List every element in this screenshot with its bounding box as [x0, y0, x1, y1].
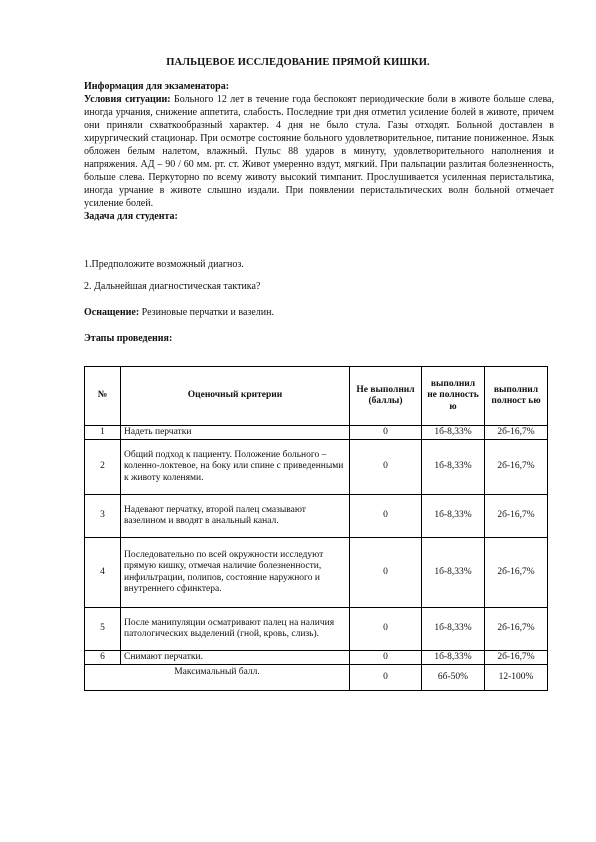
examiner-info-block [84, 80, 554, 223]
table-row [85, 495, 548, 538]
row-criterion: Надевают перчатку, второй палец смазывают вазелином и вводят в анальный канал. [121, 495, 350, 538]
row-num: 5 [85, 608, 121, 651]
situation-text: Больного 12 лет в течение года беспокоят периодические боли в животе больше слева, иногда урчания, снижение аппетита, слабость. Последние три дня отметил усиление болей в животе, причем они приняли схваткообразный характер. 4 дня не было стула. Газы отходят. Больной доставлен в хирургический стационар. При осмотре состояние больного удовлетворительное, питание пониженное. Язык обложен белым налетом, влажный. Пульс 88 ударов в минуту, удовлетворительного наполнения и напряжения. АД – 90 / 60 мм. рт. ст. Живот умеренно вздут, мягкий. При пальпации разлитая болезненность, больше слева. Перкуторно по всему животу высокий тимпанит. Прослушивается усиленная перистальтика, иногда урчание в животе слышно издали. При появлении перистальтических волн больной отмечает усиление болей. [84, 94, 554, 209]
equipment-line [84, 307, 274, 318]
situation-paragraph [84, 93, 554, 210]
total-partial: 6б-50% [422, 665, 485, 691]
row-not-done: 0 [350, 440, 422, 495]
situation-label: Условия ситуации: [84, 94, 171, 105]
table-row [85, 538, 548, 608]
page-title: ПАЛЬЦЕВОЕ ИССЛЕДОВАНИЕ ПРЯМОЙ КИШКИ. [166, 57, 430, 68]
row-not-done: 0 [350, 495, 422, 538]
header-not-done: Не выполнил (баллы) [350, 367, 422, 426]
equipment-label: Оснащение: [84, 307, 140, 318]
table-row [85, 426, 548, 440]
row-partial: 1б-8,33% [422, 608, 485, 651]
examiner-heading: Информация для экзаменатора: [84, 81, 230, 92]
student-task-heading: Задача для студента: [84, 211, 178, 222]
row-not-done: 0 [350, 538, 422, 608]
stages-heading: Этапы проведения: [84, 333, 173, 344]
row-criterion: Общий подход к пациенту. Положение больного – коленно-локтевое, на боку или спине с приведенными к животу коленями. [121, 440, 350, 495]
row-num: 6 [85, 651, 121, 665]
equipment-text: Резиновые перчатки и вазелин. [139, 307, 274, 318]
row-num: 2 [85, 440, 121, 495]
row-partial: 1б-8,33% [422, 538, 485, 608]
row-partial: 1б-8,33% [422, 426, 485, 440]
table-header-row [85, 367, 548, 426]
row-criterion: Надеть перчатки [121, 426, 350, 440]
header-full: выполнил полност ью [485, 367, 548, 426]
row-full: 2б-16,7% [485, 426, 548, 440]
table-row [85, 651, 548, 665]
row-num: 4 [85, 538, 121, 608]
task-item-1: 1.Предположите возможный диагноз. [84, 259, 244, 270]
header-criterion: Оценочный критерии [121, 367, 350, 426]
row-criterion: После манипуляции осматривают палец на наличия патологических выделений (гной, кровь, слизь). [121, 608, 350, 651]
header-num: № [85, 367, 121, 426]
row-num: 3 [85, 495, 121, 538]
row-partial: 1б-8,33% [422, 495, 485, 538]
criteria-table [84, 366, 548, 691]
total-label: Максимальный балл. [85, 665, 350, 691]
row-criterion: Последовательно по всей окружности исследуют прямую кишку, отмечая наличие болезненности, инфильтрации, полипов, состояние наружного и внутреннего сфинктера. [121, 538, 350, 608]
row-full: 2б-16,7% [485, 495, 548, 538]
row-full: 2б-16,7% [485, 608, 548, 651]
table-row [85, 608, 548, 651]
total-row [85, 665, 548, 691]
row-partial: 1б-8,33% [422, 651, 485, 665]
row-full: 2б-16,7% [485, 538, 548, 608]
row-not-done: 0 [350, 608, 422, 651]
task-item-2: 2. Дальнейшая диагностическая тактика? [84, 281, 261, 292]
row-partial: 1б-8,33% [422, 440, 485, 495]
header-partial: выполнил не полность ю [422, 367, 485, 426]
total-not-done: 0 [350, 665, 422, 691]
table-row [85, 440, 548, 495]
total-full: 12-100% [485, 665, 548, 691]
row-criterion: Снимают перчатки. [121, 651, 350, 665]
row-full: 2б-16,7% [485, 651, 548, 665]
row-num: 1 [85, 426, 121, 440]
row-not-done: 0 [350, 651, 422, 665]
row-full: 2б-16,7% [485, 440, 548, 495]
row-not-done: 0 [350, 426, 422, 440]
